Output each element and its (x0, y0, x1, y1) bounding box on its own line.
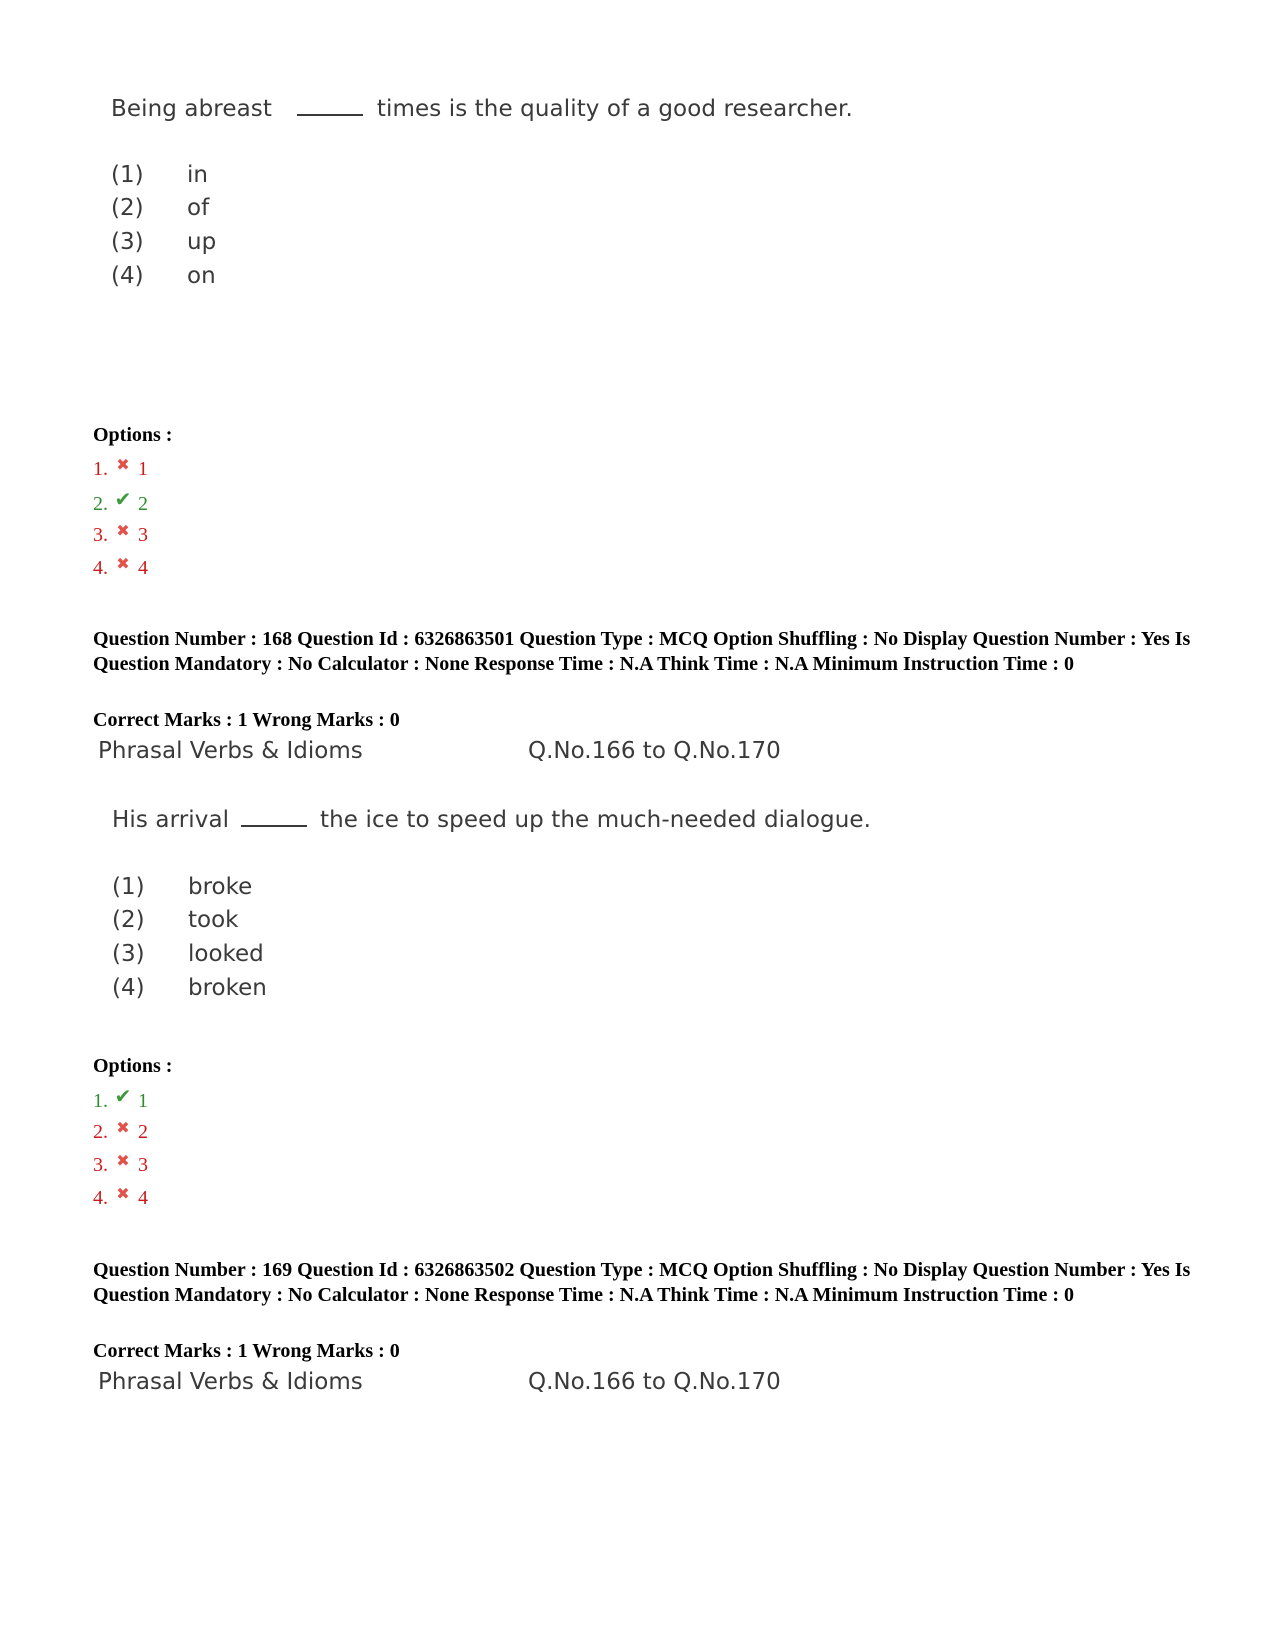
question-text (111, 96, 853, 122)
section-title: Phrasal Verbs & Idioms (98, 738, 363, 764)
section-header (98, 738, 363, 764)
choice-number: (2) (111, 195, 144, 221)
option-value: 4 (138, 1187, 148, 1209)
choice-text: up (187, 229, 217, 255)
cross-icon: ✖ (116, 556, 130, 573)
option-value: 1 (138, 1090, 148, 1112)
options-title: Options : (93, 424, 173, 446)
choice-number: (3) (112, 941, 145, 967)
option-index: 1. (93, 458, 108, 480)
choice-item (112, 874, 252, 900)
question-text (112, 807, 871, 833)
option-index: 2. (93, 1121, 108, 1143)
question-text-after: times is the quality of a good researcher. (376, 96, 853, 122)
check-icon: ✔ (114, 1086, 132, 1108)
option-value: 2 (138, 1121, 148, 1143)
choice-item (111, 263, 216, 289)
choice-text: on (187, 263, 216, 289)
choice-number: (4) (112, 975, 145, 1001)
choice-text: broke (188, 874, 253, 900)
option-row (93, 491, 148, 516)
option-value: 3 (138, 1154, 148, 1176)
option-index: 4. (93, 557, 108, 579)
answer-blank (241, 824, 307, 827)
choice-text: broken (188, 975, 267, 1001)
option-row (93, 1121, 148, 1144)
marks-info: Correct Marks : 1 Wrong Marks : 0 (93, 1340, 400, 1362)
option-row (93, 557, 148, 580)
choice-number: (3) (111, 229, 144, 255)
choice-item (112, 941, 264, 967)
option-index: 4. (93, 1187, 108, 1209)
question-range: Q.No.166 to Q.No.170 (528, 1369, 781, 1395)
cross-icon: ✖ (116, 1120, 130, 1137)
choice-text: of (187, 195, 210, 221)
option-row (93, 1154, 148, 1177)
cross-icon: ✖ (116, 1186, 130, 1203)
option-value: 2 (138, 493, 148, 515)
option-index: 1. (93, 1090, 108, 1112)
cross-icon: ✖ (116, 457, 130, 474)
option-index: 2. (93, 493, 108, 515)
choice-number: (1) (112, 874, 145, 900)
question-text-before: Being abreast (111, 96, 272, 122)
choice-number: (2) (112, 907, 145, 933)
option-index: 3. (93, 524, 108, 546)
option-value: 1 (138, 458, 148, 480)
section-header (98, 1369, 363, 1395)
choice-number: (4) (111, 263, 144, 289)
question-text-after: the ice to speed up the much-needed dialogue. (320, 807, 872, 833)
choice-number: (1) (111, 162, 144, 188)
option-value: 3 (138, 524, 148, 546)
choice-text: took (188, 907, 239, 933)
option-row (93, 1187, 148, 1210)
option-row (93, 458, 148, 481)
question-text-before: His arrival (112, 807, 230, 833)
choice-item (112, 975, 267, 1001)
question-meta: Question Number : 168 Question Id : 6326863501 Question Type : MCQ Option Shuffling : No Display Question Number : Yes Is Question Mandatory : No Calculator : None Response Time : N.A Think Time : N.A Minimum Instruction Time : 0 (93, 628, 1191, 675)
cross-icon: ✖ (116, 1153, 130, 1170)
choice-text: looked (188, 941, 264, 967)
answer-blank (297, 113, 363, 116)
choice-item (111, 229, 216, 255)
option-value: 4 (138, 557, 148, 579)
option-row (93, 1088, 148, 1113)
choice-item (112, 907, 238, 933)
option-index: 3. (93, 1154, 108, 1176)
marks-info: Correct Marks : 1 Wrong Marks : 0 (93, 709, 400, 731)
choice-item (111, 162, 208, 188)
choice-item (111, 195, 209, 221)
options-title: Options : (93, 1055, 173, 1077)
question-meta: Question Number : 169 Question Id : 6326863502 Question Type : MCQ Option Shuffling : No Display Question Number : Yes Is Question Mandatory : No Calculator : None Response Time : N.A Think Time : N.A Minimum Instruction Time : 0 (93, 1259, 1191, 1306)
option-row (93, 524, 148, 547)
question-range: Q.No.166 to Q.No.170 (528, 738, 781, 764)
check-icon: ✔ (114, 489, 132, 511)
section-title: Phrasal Verbs & Idioms (98, 1369, 363, 1395)
choice-text: in (187, 162, 208, 188)
cross-icon: ✖ (116, 523, 130, 540)
